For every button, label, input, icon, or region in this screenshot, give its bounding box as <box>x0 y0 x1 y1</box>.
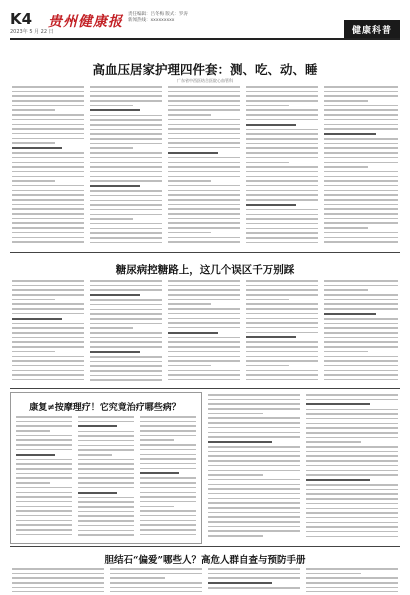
article-headline: 糖尿病控糖路上，这几个误区千万别踩 <box>115 264 295 276</box>
article-headline: 胆结石“偏爱”哪些人？高危人群自查与预防手册 <box>104 555 306 566</box>
article-column <box>208 394 300 540</box>
article-column <box>306 394 398 540</box>
credits <box>128 12 188 24</box>
article-column <box>168 86 240 248</box>
article-column <box>140 416 196 538</box>
article-column <box>208 568 300 592</box>
credits-line: 新闻热线：xxxxxxxxx <box>128 18 175 23</box>
divider <box>10 388 400 389</box>
divider <box>10 546 400 547</box>
page-number: K4 <box>10 10 33 28</box>
issue-date: 2023年 5 月 22 日 <box>10 29 54 35</box>
credits-line: 责任编辑：吕冬梅 版式：罗涛 <box>128 12 188 17</box>
section-label: 健康科普 <box>344 20 400 39</box>
article-headline: 康复≠按摩理疗！它究竟治疗哪些病？ <box>29 403 181 413</box>
article-column <box>246 280 318 384</box>
article-column <box>90 86 162 248</box>
article-column <box>16 416 72 538</box>
newspaper-name: 贵州健康报 <box>48 14 123 30</box>
article-headline: 高血压居家护理四件套：测、吃、动、睡 <box>92 62 318 77</box>
article-column <box>12 86 84 248</box>
divider <box>10 252 400 253</box>
article-column <box>90 280 162 384</box>
divider <box>10 38 400 40</box>
article-column <box>324 280 398 384</box>
article-column <box>324 86 398 248</box>
article-byline: 广东省中西医结合医院心血管科 <box>177 78 233 83</box>
article-column <box>110 568 202 592</box>
article-column <box>78 416 134 538</box>
masthead <box>10 8 400 38</box>
article-column <box>168 280 240 384</box>
article-column <box>12 568 104 592</box>
article-column <box>12 280 84 384</box>
article-column <box>246 86 318 248</box>
article-column <box>306 568 398 592</box>
